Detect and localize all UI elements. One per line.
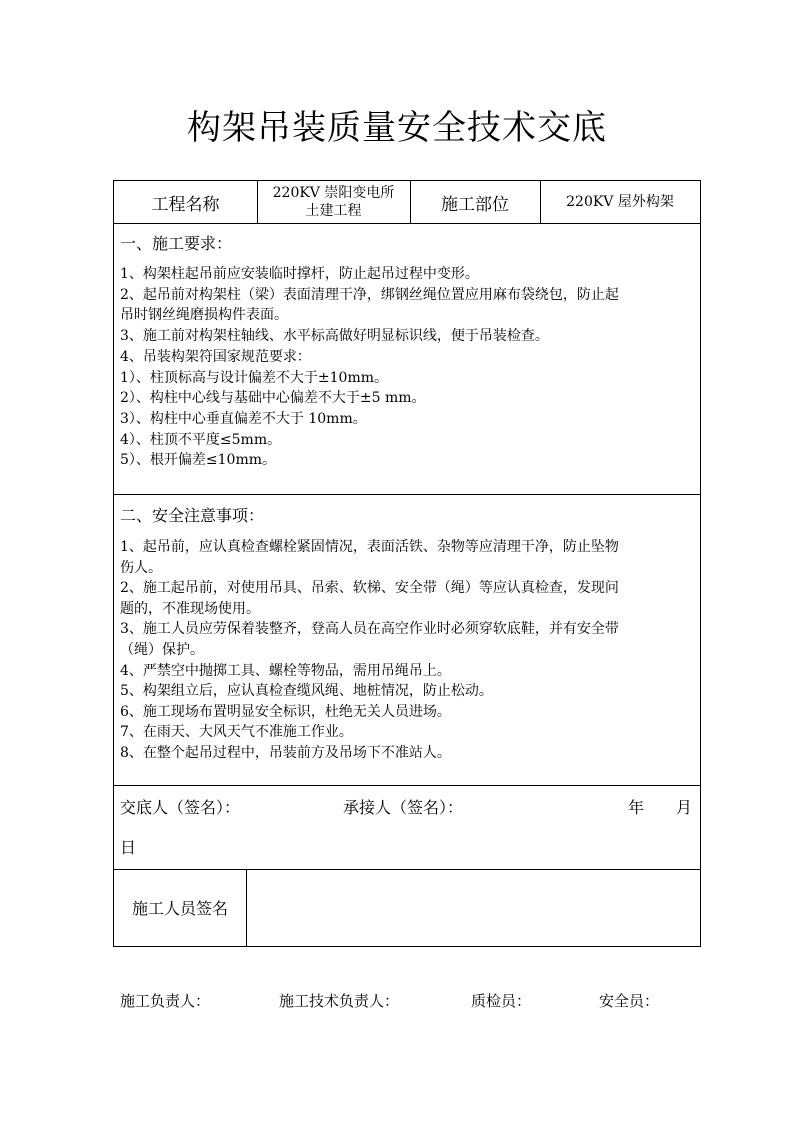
requirement-line: 1）、柱顶标高与设计偏差不大于±10mm。 <box>120 369 389 386</box>
technical-lead-label: 施工技术负责人： <box>279 992 400 1010</box>
requirement-line: 4）、柱顶不平度≤5mm。 <box>120 431 282 448</box>
project-name-label <box>114 181 257 223</box>
safety-line: 1、起吊前，应认真检查螺栓紧固情况，表面活铁、杂物等应清理干净，防止坠物 <box>120 539 619 555</box>
safety-line: 8、在整个起吊过程中，吊装前方及吊场下不准站人。 <box>120 744 451 761</box>
requirement-line: 3）、构柱中心垂直偏差不大于 10mm。 <box>120 410 367 427</box>
giver-signature-label: 交底人（签名）： <box>120 798 241 817</box>
project-name-label-text: 工程名称 <box>151 194 220 215</box>
safety-line: 5、构架组立后，应认真检查缆风绳、地桩情况，防止松动。 <box>120 683 493 700</box>
safety-officer-label: 安全员： <box>599 992 660 1010</box>
safety-line: 2、施工起吊前，对使用吊具、吊索、软梯、安全带（绳）等应认真检查，发现问 <box>120 580 619 597</box>
document-title: 构架吊装质量安全技术交底 <box>187 108 607 148</box>
disclosure-table <box>113 180 701 947</box>
safety-line: 6、施工现场布置明显安全标识，杜绝无关人员进场。 <box>120 703 451 720</box>
safety-line: 4、严禁空中抛掷工具、螺栓等物品，需用吊绳吊上。 <box>120 662 451 679</box>
safety-line: 题的，不准现场使用。 <box>120 600 260 617</box>
safety-line: 3、施工人员应劳保着装整齐，登高人员在高空作业时必须穿软底鞋，并有安全带 <box>120 621 619 638</box>
section1-title: 一、施工要求： <box>120 234 233 253</box>
month-label: 月 <box>676 798 693 817</box>
construction-requirements <box>120 233 694 471</box>
requirement-line: 3、施工前对构架柱轴线、水平标高做好明显标识线，便于吊装检查。 <box>120 328 549 345</box>
section2-lines <box>120 537 694 764</box>
requirement-line: 吊时钢丝绳磨损构件表面。 <box>120 307 288 324</box>
requirement-line: 1、构架柱起吊前应安装临时撑杆，防止起吊过程中变形。 <box>120 266 479 282</box>
workers-sign-label <box>114 869 246 946</box>
workers-sign-area[interactable] <box>247 870 700 946</box>
requirement-line: 5）、根开偏差≤10mm。 <box>120 452 277 469</box>
requirement-line: 4、吊装构架符国家规范要求： <box>120 348 311 365</box>
location-label-text: 施工部位 <box>441 194 509 215</box>
location-label <box>410 181 540 223</box>
year-label: 年 <box>628 798 645 817</box>
safety-line: （绳）保护。 <box>120 641 204 658</box>
divider <box>114 494 700 495</box>
receiver-signature-label: 承接人（签名）： <box>343 798 464 817</box>
project-name-value-line2: 土建工程 <box>305 203 362 219</box>
workers-sign-label-text: 施工人员签名 <box>131 899 228 918</box>
construction-lead-label: 施工负责人： <box>120 992 211 1010</box>
project-name-value-line1: 220KV 崇阳变电所 <box>272 185 395 201</box>
divider <box>114 785 700 786</box>
day-label: 日 <box>120 838 137 857</box>
safety-line: 7、在雨天、大风天气不准施工作业。 <box>120 724 353 741</box>
quality-inspector-label: 质检员： <box>471 992 532 1010</box>
divider <box>114 223 700 224</box>
section2-title: 二、安全注意事项： <box>120 506 265 525</box>
requirement-line: 2）、构柱中心线与基础中心偏差不大于±5 mm。 <box>120 390 426 407</box>
location-value-text: 220KV 屋外构架 <box>566 194 674 210</box>
project-name-value <box>257 181 410 223</box>
requirement-line: 2、起吊前对构架柱（梁）表面清理干净，绑钢丝绳位置应用麻布袋绕包，防止起 <box>120 286 619 303</box>
location-value <box>540 181 700 223</box>
safety-line: 伤人。 <box>120 559 162 576</box>
safety-notes <box>120 505 694 764</box>
section1-lines <box>120 264 694 471</box>
